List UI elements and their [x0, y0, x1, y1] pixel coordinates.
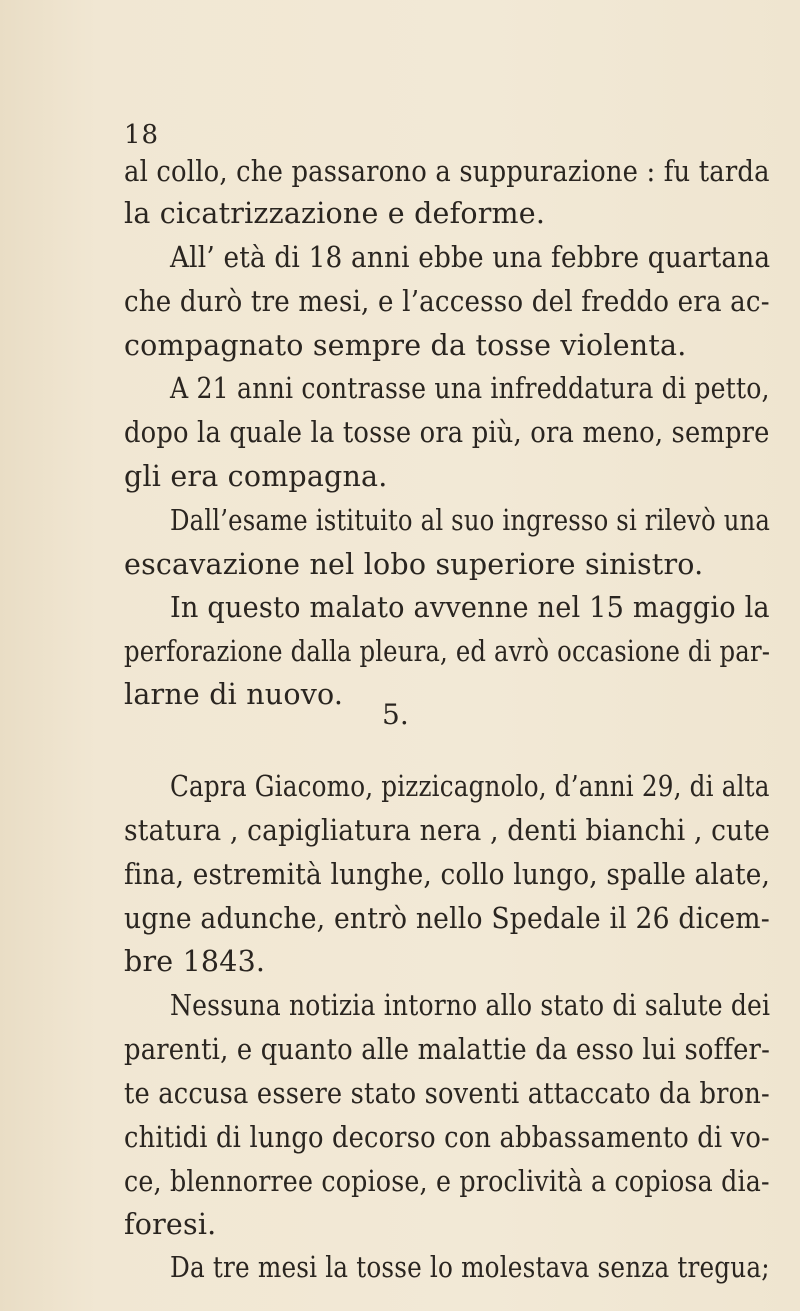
page-number: 18: [124, 120, 160, 150]
text-line: Capra Giacomo, pizzicagnolo, d’anni 29, di alta: [170, 770, 770, 803]
text-line: la cicatrizzazione e deforme.: [124, 197, 546, 230]
text-line: Nessuna notizia intorno allo stato di salute dei: [170, 989, 771, 1022]
text-line: All’ età di 18 anni ebbe una febbre quartana: [170, 241, 771, 274]
text-line: Da tre mesi la tosse lo molestava senza tregua;: [170, 1251, 770, 1284]
text-line: perforazione dalla pleura, ed avrò occasione di par-: [124, 635, 771, 668]
text-line: foresi.: [124, 1208, 217, 1241]
text-line: dopo la quale la tosse ora più, ora meno, sempre: [124, 416, 770, 449]
section-number: 5.: [382, 698, 409, 731]
text-line: te accusa essere stato soventi attaccato da bron-: [124, 1077, 770, 1110]
text-line: gli era compagna.: [124, 460, 388, 493]
text-line: larne di nuovo.: [124, 678, 344, 711]
text-line: fina, estremità lunghe, collo lungo, spalle alate,: [124, 858, 771, 891]
text-line: compagnato sempre da tosse violenta.: [124, 329, 687, 362]
text-line: parenti, e quanto alle malattie da esso lui soffer-: [124, 1033, 770, 1066]
text-line: bre 1843.: [124, 945, 266, 978]
text-line: A 21 anni contrasse una infreddatura di petto,: [170, 372, 770, 405]
text-line: Dall’esame istituito al suo ingresso si rilevò una: [170, 504, 771, 537]
text-line: che durò tre mesi, e l’accesso del freddo era ac-: [124, 285, 770, 318]
text-line: chitidi di lungo decorso con abbassamento di vo-: [124, 1121, 770, 1154]
text-line: ugne adunche, entrò nello Spedale il 26 dicem-: [124, 902, 770, 935]
text-line: ce, blennorree copiose, e proclività a copiosa dia-: [124, 1165, 770, 1198]
text-line: statura , capigliatura nera , denti bianchi , cute: [124, 814, 771, 847]
text-line: escavazione nel lobo superiore sinistro.: [124, 548, 704, 581]
text-line: In questo malato avvenne nel 15 maggio la: [170, 591, 770, 624]
text-line: al collo, che passarono a suppurazione : fu tarda: [124, 155, 770, 188]
